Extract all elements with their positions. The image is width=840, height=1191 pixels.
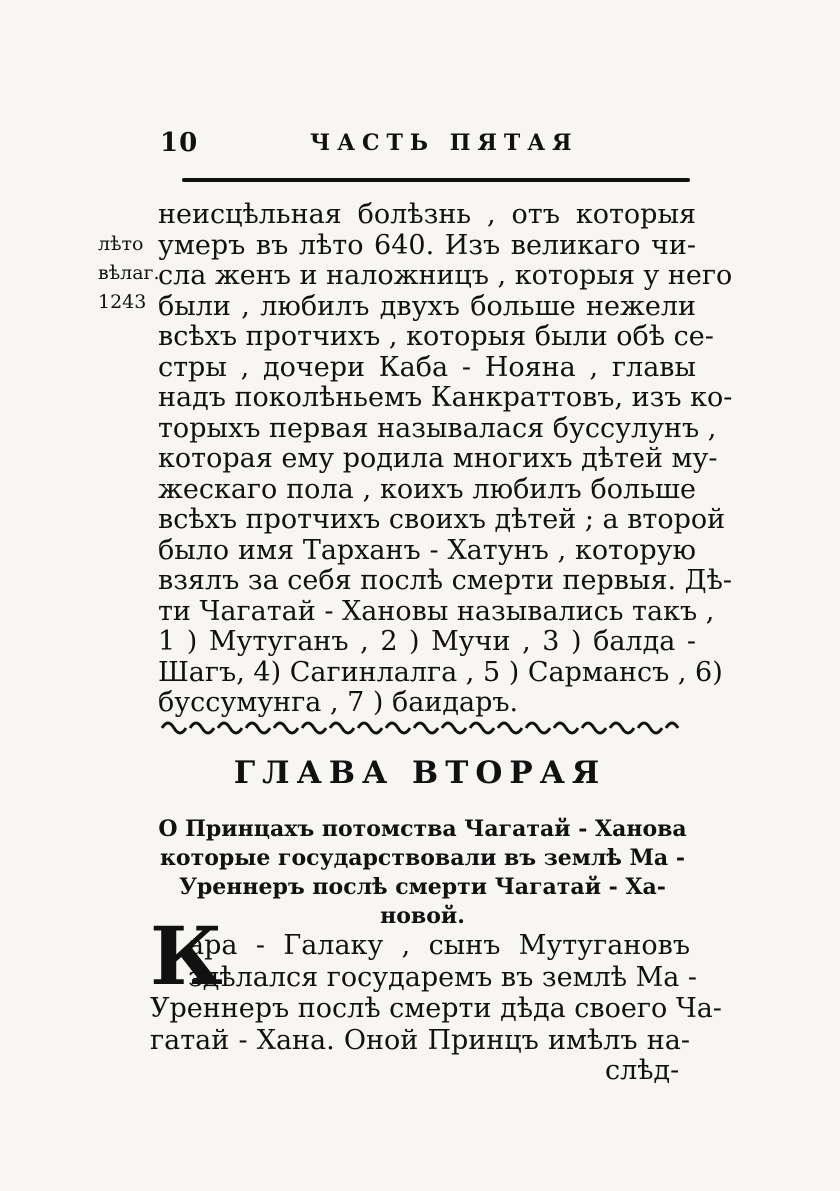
text-line: ара - Галаку , сынъ Мутугановъ — [188, 930, 690, 961]
text-line: гатай - Хана. Оной Принцъ имѣлъ на- — [150, 1024, 690, 1056]
text-line: ти Чагатай - Хановы назывались такъ , — [158, 595, 715, 627]
text-line: Уреннеръ послѣ смерти дѣда своего Ча- — [150, 993, 722, 1024]
text-line: жескаго пола , коихъ любилъ больше — [158, 473, 696, 505]
subtitle-line: которые государствовали въ землѣ Ма - — [160, 845, 685, 871]
paragraph-1 — [158, 199, 733, 719]
text-line: которая ему родила многихъ дѣтей му- — [158, 443, 718, 474]
text-line: стры , дочери Каба - Нояна , главы — [158, 351, 696, 383]
text-line: надъ поколѣньемъ Канкраттовъ, изъ ко- — [158, 382, 733, 413]
text-line: торыхъ первая называлася буссулунъ , — [158, 412, 717, 444]
margin-note-era: вѣлаг. — [98, 262, 160, 284]
text-line: 1 ) Мутуганъ , 2 ) Мучи , 3 ) балда - — [158, 626, 696, 657]
page-number: 10 — [160, 128, 199, 158]
text-line: Шагъ, 4) Сагинлалга , 5 ) Сармансъ , 6) — [158, 656, 723, 688]
subtitle-line: новой. — [380, 903, 465, 929]
catchword: слѣд- — [605, 1055, 680, 1086]
text-line: здѣлался государемъ въ землѣ Ма - — [188, 961, 698, 993]
text-line: неисцѣльная болѣзнь , отъ которыя — [158, 199, 696, 230]
running-title: ЧАСТЬ ПЯТАЯ — [310, 130, 579, 156]
margin-note-year-label: лѣто — [98, 233, 144, 255]
text-line: умеръ въ лѣто 640. Изъ великаго чи- — [158, 229, 696, 261]
text-line: были , любилъ двухъ больше нежели — [158, 290, 696, 322]
ornamental-divider — [158, 714, 688, 738]
subtitle-line: О Принцахъ потомства Чагатай - Ханова — [158, 816, 687, 842]
margin-notes — [98, 230, 160, 317]
header-rule — [182, 178, 690, 182]
chapter-title: ГЛАВА ВТОРАЯ — [233, 755, 607, 791]
margin-note-year: 1243 — [98, 291, 147, 313]
text-line: всѣхъ протчихъ своихъ дѣтей ; а второй — [158, 504, 726, 535]
chapter-subtitle — [150, 815, 695, 931]
text-line: было имя Тарханъ - Хатунъ , которую — [158, 534, 696, 566]
page-header — [0, 128, 840, 168]
subtitle-line: Уреннеръ послѣ смерти Чагатай - Ха- — [179, 874, 666, 900]
text-line: сла женъ и наложницъ , которыя у него — [158, 260, 733, 291]
text-line: буссумунга , 7 ) баидаръ. — [158, 687, 519, 718]
text-line: взялъ за себя послѣ смерти первыя. Дѣ- — [158, 565, 733, 596]
drop-cap: К — [150, 909, 223, 1003]
text-line: всѣхъ протчихъ , которыя были обѣ се- — [158, 321, 714, 352]
wave-ornament-icon — [158, 714, 688, 738]
